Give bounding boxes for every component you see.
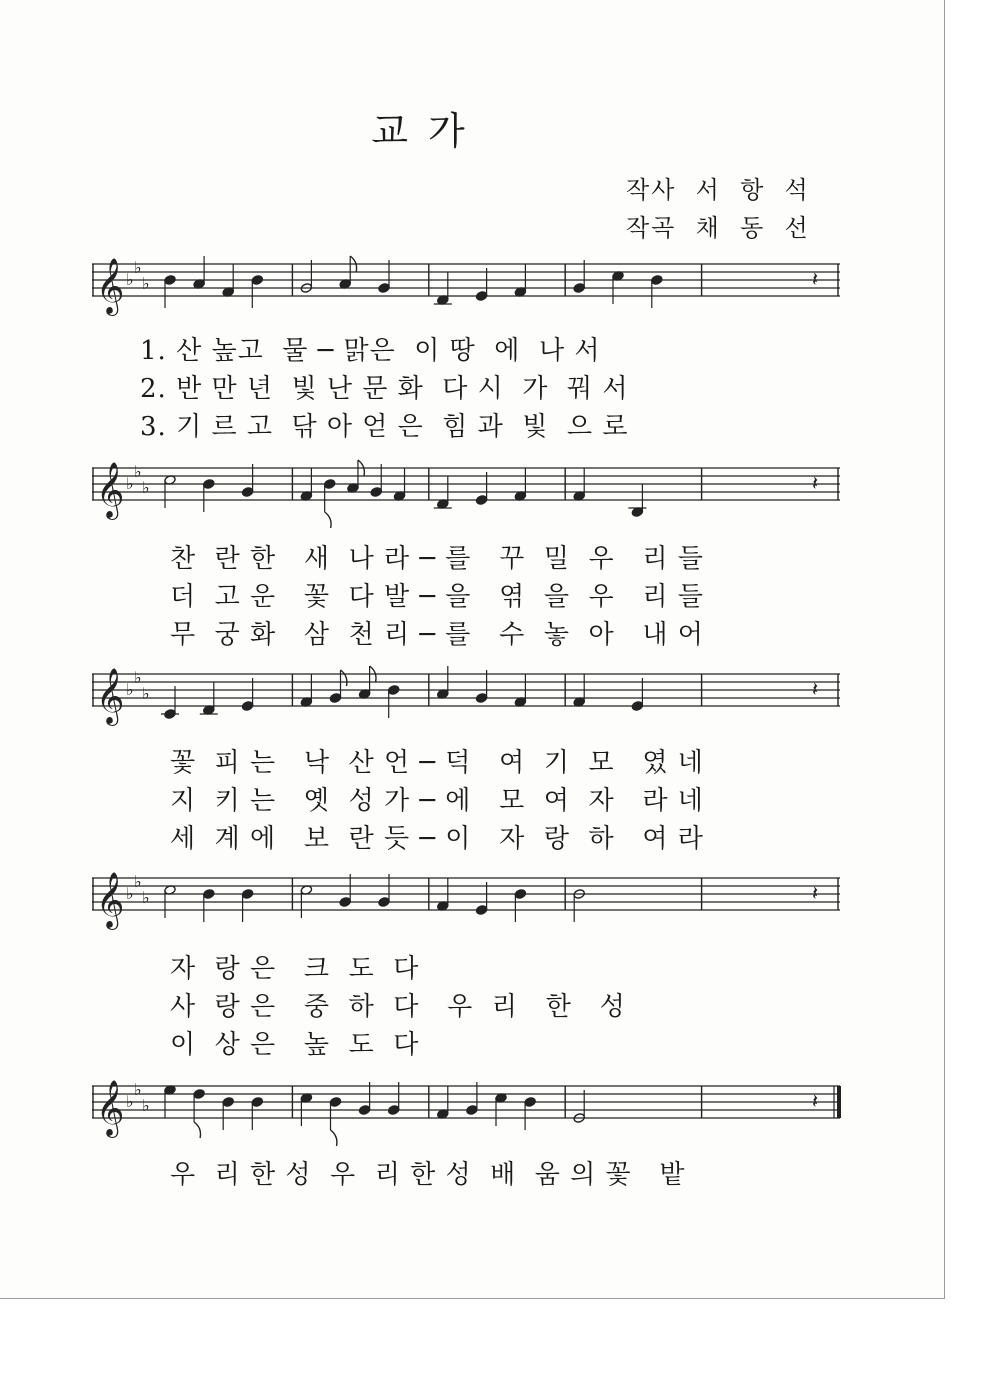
- flat-sign-icon: ♭: [126, 680, 134, 699]
- music-staff-2: [92, 452, 844, 532]
- flat-sign-icon: ♭: [134, 258, 142, 277]
- lyrics-system-3-verse-2: 지 키 는 옛 성 가 ─ 에 모 여 자 라 네: [170, 786, 704, 816]
- flat-sign-icon: ♭: [126, 270, 134, 289]
- music-staff-3: [92, 658, 844, 738]
- note-head: [475, 291, 487, 302]
- music-staff-4: [92, 862, 844, 942]
- note-head: [514, 889, 526, 900]
- rest-icon: 𝄽: [812, 881, 819, 905]
- flat-sign-icon: ♭: [142, 478, 150, 497]
- flat-sign-icon: ♭: [142, 1096, 150, 1115]
- rest-icon: 𝄽: [812, 471, 819, 495]
- lyrics-system-2-verse-3: 무 궁 화 삼 천 리 ─ 를 수 놓 아 내 어: [170, 620, 704, 650]
- note-head: [203, 889, 215, 900]
- flat-sign-icon: ♭: [126, 884, 134, 903]
- note-head: [339, 897, 351, 908]
- lyrics-system-1-verse-2: 2. 반 만 년 빛 난 문 화 다 시 가 꿔 서: [140, 374, 629, 404]
- note-head: [651, 275, 663, 286]
- note-head: [241, 701, 253, 712]
- note-head: [388, 1105, 400, 1116]
- flat-sign-icon: ♭: [134, 462, 142, 481]
- rest-icon: 𝄽: [812, 677, 819, 701]
- lyrics-system-2-verse-1: 찬 란 한 새 나 라 ─ 를 꾸 밀 우 리 들: [170, 544, 704, 574]
- note-head: [251, 1097, 263, 1108]
- note-head: [329, 1097, 341, 1108]
- flat-sign-icon: ♭: [134, 1080, 142, 1099]
- note-head: [388, 685, 400, 696]
- note-head: [524, 1097, 536, 1108]
- treble-clef-icon: 𝄞: [96, 668, 125, 724]
- composer-credit: 작곡 채 동 선: [626, 214, 810, 242]
- note-flag: [331, 1130, 337, 1146]
- note-head: [251, 275, 263, 286]
- note-head: [466, 1105, 478, 1116]
- lyrics-system-1-verse-3: 3. 기 르 고 닦 아 얻 은 힘 과 빛 으 로: [140, 412, 629, 442]
- note-flag: [325, 512, 331, 528]
- flat-sign-icon: ♭: [126, 1092, 134, 1111]
- flat-sign-icon: ♭: [134, 668, 142, 687]
- treble-clef-icon: 𝄞: [96, 872, 125, 928]
- note-flag: [194, 1122, 200, 1138]
- flat-sign-icon: ♭: [126, 474, 134, 493]
- note-head: [573, 283, 585, 294]
- flat-sign-icon: ♭: [142, 888, 150, 907]
- note-head: [378, 283, 390, 294]
- note-head: [241, 889, 253, 900]
- note-head: [323, 479, 335, 490]
- note-head: [164, 275, 176, 286]
- flat-sign-icon: ♭: [142, 684, 150, 703]
- flat-sign-icon: ♭: [134, 872, 142, 891]
- lyricist-credit: 작사 서 항 석: [626, 176, 810, 204]
- rest-icon: 𝄽: [812, 267, 819, 291]
- lyrics-system-2-verse-2: 더 고 운 꽃 다 발 ─ 을 엮 을 우 리 들: [170, 582, 704, 612]
- music-staff-1: [92, 248, 844, 328]
- lyrics-system-1-verse-1: 1. 산 높고 물 ─ 맑은 이 땅 에 나 서: [140, 336, 601, 366]
- note-head: [475, 905, 487, 916]
- music-staff-5: [92, 1070, 844, 1150]
- treble-clef-icon: 𝄞: [96, 462, 125, 518]
- note-head: [370, 487, 382, 498]
- lyrics-system-4-verse-2: 사 랑 은 중 하 다 우 리 한 성: [170, 992, 626, 1022]
- note-head: [329, 693, 341, 704]
- lyrics-system-3-verse-3: 세 계 에 보 란 듯 ─ 이 자 랑 하 여 라: [170, 824, 704, 854]
- lyrics-system-5: 우 리 한 성 우 리 한 성 배 움 의 꽃 밭: [170, 1160, 686, 1190]
- treble-clef-icon: 𝄞: [96, 1080, 125, 1136]
- lyrics-system-4-verse-3: 이 상 은 높 도 다: [170, 1030, 420, 1060]
- lyrics-system-4-verse-1: 자 랑 은 크 도 다: [170, 954, 420, 984]
- song-title: 교 가: [371, 109, 469, 153]
- note-head: [203, 479, 215, 490]
- final-barline-thick: [837, 1086, 841, 1118]
- treble-clef-icon: 𝄞: [96, 258, 125, 314]
- note-flag: [341, 670, 347, 686]
- flat-sign-icon: ♭: [142, 274, 150, 293]
- note-head: [631, 701, 643, 712]
- note-head: [193, 1089, 205, 1100]
- note-head: [378, 897, 390, 908]
- note-head: [475, 495, 487, 506]
- rest-icon: 𝄽: [812, 1089, 819, 1113]
- note-head: [222, 1097, 234, 1108]
- lyrics-system-3-verse-1: 꽃 피 는 낙 산 언 ─ 덕 여 기 모 였 네: [170, 748, 704, 778]
- note-head: [241, 487, 253, 498]
- note-head: [475, 693, 487, 704]
- note-head: [358, 1105, 370, 1116]
